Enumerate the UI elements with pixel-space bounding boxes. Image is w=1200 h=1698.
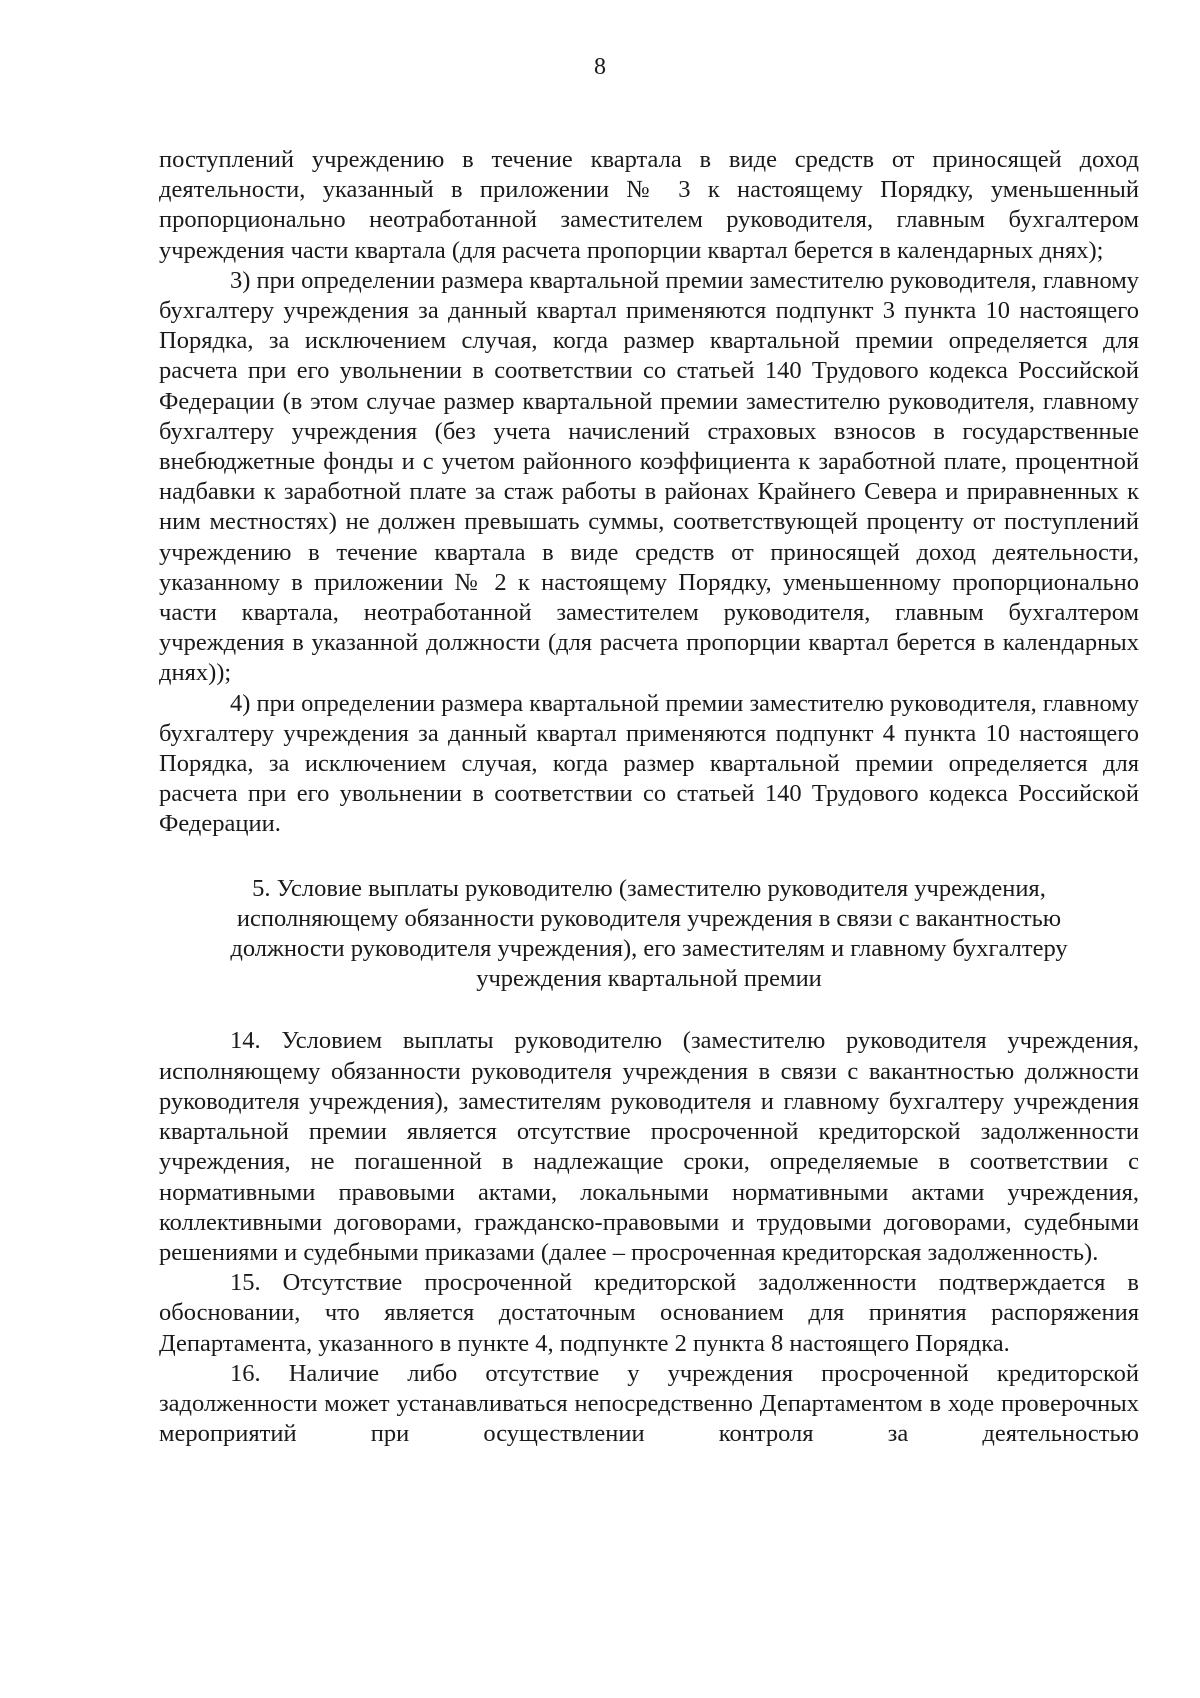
spacer xyxy=(159,840,1139,874)
section-heading: 5. Условие выплаты руководителю (заместителю руководителя учреждения, исполняющему обязанности руководителя учреждения в связи с вакантностью должности руководителя учреждения), его заместителям и главному бухгалтеру учреждения квартальной премии xyxy=(230,874,1068,993)
paragraph-clause-16: 16. Наличие либо отсутствие у учреждения просроченной кредиторской задолженности может устанавливаться непосредственно Департаментом в ходе проверочных мероприятий при осуществлении контроля за деятельностью xyxy=(159,1359,1139,1448)
document-body xyxy=(159,145,1139,1449)
paragraph-clause-14: 14. Условием выплаты руководителю (заместителю руководителя учреждения, исполняющему обязанности руководителя учреждения в связи с вакантностью должности руководителя учреждения), заместителям руководителя и главному бухгалтеру учреждения квартальной премии является отсутствие просроченной кредиторской задолженности учреждения, не погашенной в надлежащие сроки, определяемые в соответствии с нормативными правовыми актами, локальными нормативными актами учреждения, коллективными договорами, гражданско-правовыми и трудовыми договорами, судебными решениями и судебными приказами (далее – просроченная кредиторская задолженность). xyxy=(159,1027,1139,1266)
spacer xyxy=(159,994,1139,1026)
paragraph-continuation: поступлений учреждению в течение квартала в виде средств от приносящей доход деятельности, указанный в приложении № 3 к настоящему Порядку, уменьшенный пропорционально неотработанной заместителем руководителя, главным бухгалтером учреждения части квартала (для расчета пропорции квартал берется в календарных днях); xyxy=(159,146,1139,264)
paragraph-item-3: 3) при определении размера квартальной премии заместителю руководителя, главному бухгалтеру учреждения за данный квартал применяются подпункт 3 пункта 10 настоящего Порядка, за исключением случая, когда размер квартальной премии определяется для расчета при его увольнении в соответствии со статьей 140 Трудового кодекса Российской Федерации (в этом случае размер квартальной премии заместителю руководителя, главному бухгалтеру учреждения (без учета начислений страховых взносов в государственные внебюджетные фонды и с учетом районного коэффициента к заработной плате, процентной надбавки к заработной плате за стаж работы в районах Крайнего Севера и приравненных к ним местностях) не должен превышать суммы, соответствующей проценту от поступлений учреждению в течение квартала в виде средств от приносящей доход деятельности, указанному в приложении № 2 к настоящему Порядку, уменьшенному пропорционально части квартала, неотработанной заместителем руководителя, главным бухгалтером учреждения в указанной должности (для расчета пропорции квартал берется в календарных днях)); xyxy=(159,266,1139,687)
paragraph-item-4: 4) при определении размера квартальной премии заместителю руководителя, главному бухгалтеру учреждения за данный квартал применяются подпункт 4 пункта 10 настоящего Порядка, за исключением случая, когда размер квартальной премии определяется для расчета при его увольнении в соответствии со статьей 140 Трудового кодекса Российской Федерации. xyxy=(159,689,1139,838)
page-number: 8 xyxy=(594,54,606,80)
paragraph-clause-15: 15. Отсутствие просроченной кредиторской задолженности подтверждается в обосновании, что является достаточным основанием для принятия распоряжения Департамента, указанного в пункте 4, подпункте 2 пункта 8 настоящего Порядка. xyxy=(159,1269,1139,1357)
